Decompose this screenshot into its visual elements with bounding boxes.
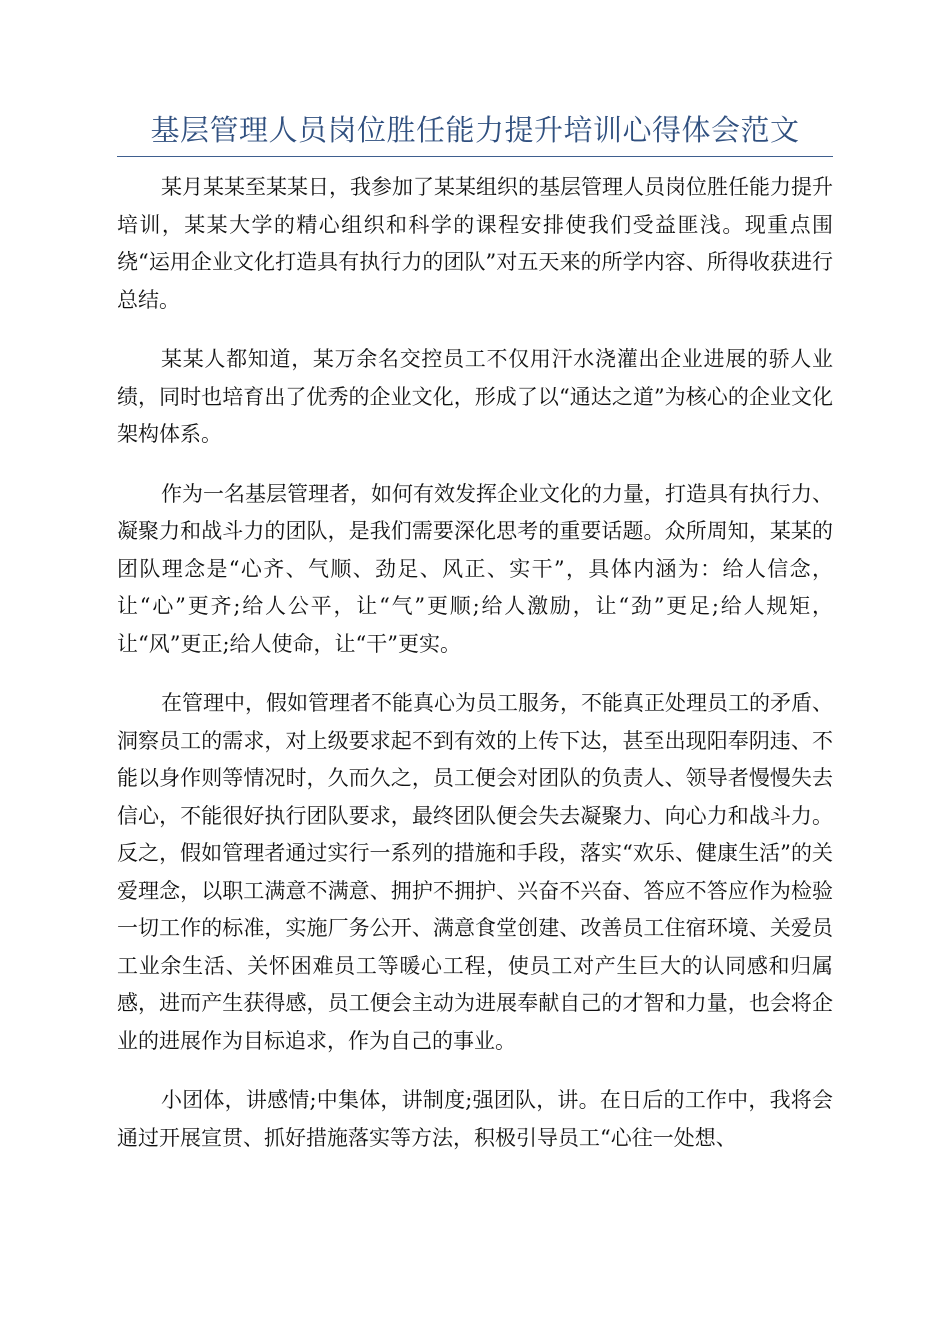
paragraph-4: 在管理中，假如管理者不能真心为员工服务，不能真正处理员工的矛盾、洞察员工的需求，对上级要求起不到有效的上传下达，甚至出现阳奉阴违、不能以身作则等情况时，久而久之，员工便会对团队的负责人、领导者慢慢失去信心，不能很好执行团队要求，最终团队便会失去凝聚力、向心力和战斗力。反之，假如管理者通过实行一系列的措施和手段，落实“欢乐、健康生活”的关爱理念，以职工满意不满意、拥护不拥护、兴奋不兴奋、答应不答应作为检验一切工作的标准，实施厂务公开、满意食堂创建、改善员工住宿环境、关爱员工业余生活、关怀困难员工等暖心工程，使员工对产生巨大的认同感和归属感，进而产生获得感，员工便会主动为进展奉献自己的才智和力量，也会将企业的进展作为目标追求，作为自己的事业。 <box>117 691 833 1053</box>
paragraph-5: 小团体，讲感情;中集体，讲制度;强团队，讲。在日后的工作中，我将会通过开展宣贯、抓好措施落实等方法，积极引导员工“心往一处想、 <box>117 1088 833 1150</box>
paragraph-3: 作为一名基层管理者，如何有效发挥企业文化的力量，打造具有执行力、凝聚力和战斗力的团队，是我们需要深化思考的重要话题。众所周知，某某的团队理念是“心齐、气顺、劲足、风正、实干”，具体内涵为：给人信念，让“心”更齐;给人公平，让“气”更顺;给人激励，让“劲”更足;给人规矩，让“风”更正;给人使命，让“干”更实。 <box>117 481 833 656</box>
title-underline <box>117 108 833 157</box>
document-body <box>117 169 833 1179</box>
document-title: 基层管理人员岗位胜任能力提升培训心得体会范文 <box>150 113 800 147</box>
paragraph-2: 某某人都知道，某万余名交控员工不仅用汗水浇灌出企业进展的骄人业绩，同时也培育出了优秀的企业文化，形成了以“通达之道”为核心的企业文化架构体系。 <box>117 347 833 446</box>
paragraph-1: 某月某某至某某日，我参加了某某组织的基层管理人员岗位胜任能力提升培训，某某大学的精心组织和科学的课程安排使我们受益匪浅。现重点围绕“运用企业文化打造具有执行力的团队”对五天来的所学内容、所得收获进行总结。 <box>117 175 833 312</box>
